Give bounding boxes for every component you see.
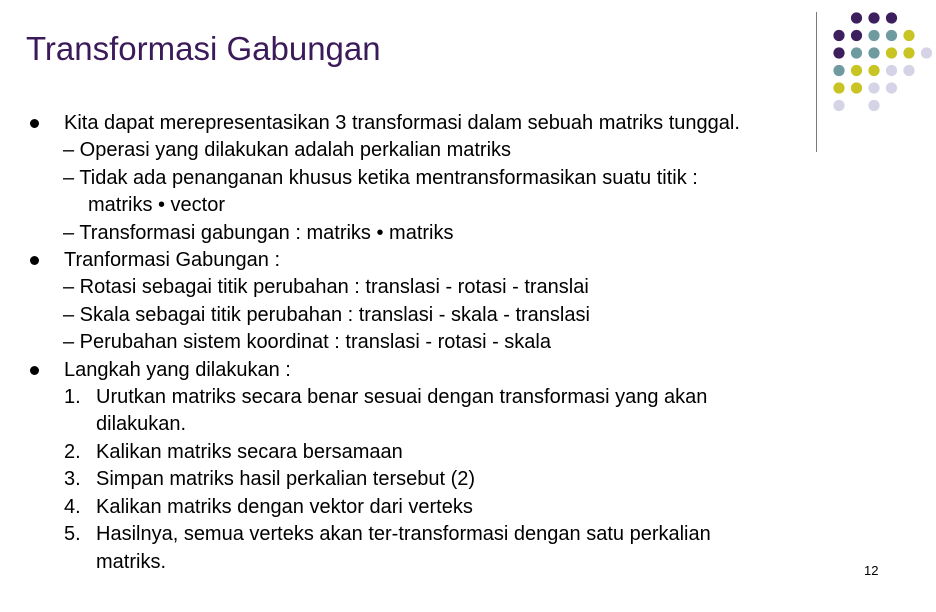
- sub-item: – Operasi yang dilakukan adalah perkalian matriks: [63, 139, 512, 162]
- decorative-dot: [851, 30, 862, 41]
- step-text: Kalikan matriks dengan vektor dari verteks: [96, 495, 473, 518]
- step-item: [30, 384, 840, 411]
- step-item: [30, 439, 840, 466]
- bullet-dot: [30, 119, 39, 128]
- decorative-dot: [903, 65, 914, 76]
- sub-item: – Tidak ada penanganan khusus ketika mentransformasikan suatu titik :: [63, 166, 698, 189]
- slide-body: [30, 110, 840, 576]
- decorative-dot: [868, 100, 879, 111]
- decorative-dot: [851, 12, 862, 23]
- bullet-text: Tranformasi Gabungan :: [64, 249, 281, 272]
- step-item: [30, 494, 840, 521]
- bullet-item: [30, 110, 840, 137]
- slide-title: Transformasi Gabungan: [26, 30, 381, 67]
- decorative-dot: [886, 47, 897, 58]
- decorative-dot: [868, 30, 879, 41]
- sub-item: – Transformasi gabungan : matriks • matriks: [63, 221, 454, 244]
- step-text: Urutkan matriks secara benar sesuai dengan transformasi yang akan: [96, 386, 708, 409]
- step-item: [30, 466, 840, 493]
- bullet-text: Kita dapat merepresentasikan 3 transformasi dalam sebuah matriks tunggal.: [64, 112, 740, 134]
- sub-item: – Perubahan sistem koordinat : translasi - rotasi - skala: [63, 331, 551, 354]
- bullet-item: [30, 247, 840, 274]
- decorative-dot: [886, 30, 897, 41]
- decorative-dot: [903, 30, 914, 41]
- decorative-dot: [833, 47, 844, 58]
- step-number: 4.: [64, 495, 81, 518]
- sub-item: – Rotasi sebagai titik perubahan : translasi - rotasi - translai: [63, 276, 589, 299]
- decorative-dot: [903, 47, 914, 58]
- step-continuation: dilakukan.: [96, 413, 187, 436]
- decorative-dot: [868, 65, 879, 76]
- step-text: Kalikan matriks secara bersamaan: [96, 440, 403, 463]
- step-number: 3.: [64, 468, 81, 491]
- step-text: Hasilnya, semua verteks akan ter-transformasi dengan satu perkalian: [96, 523, 711, 546]
- decorative-dot: [851, 82, 862, 93]
- decorative-dot: [833, 65, 844, 76]
- bullet-item: [30, 357, 840, 384]
- decorative-dot: [886, 82, 897, 93]
- sub-item-continuation: matriks • vector: [88, 194, 226, 217]
- step-number: 2.: [64, 440, 81, 463]
- decorative-dot: [886, 12, 897, 23]
- decorative-dot: [851, 65, 862, 76]
- step-number: 5.: [64, 523, 81, 546]
- decorative-dot: [921, 47, 932, 58]
- decorative-dot: [851, 47, 862, 58]
- step-number: 1.: [64, 386, 81, 409]
- decorative-dot: [868, 12, 879, 23]
- page-number: 12: [864, 563, 879, 578]
- sub-item: – Skala sebagai titik perubahan : translasi - skala - translasi: [63, 303, 590, 326]
- bullet-text: Langkah yang dilakukan :: [64, 358, 291, 381]
- decorative-dot: [868, 47, 879, 58]
- decorative-dot: [833, 30, 844, 41]
- step-text: Simpan matriks hasil perkalian tersebut (2): [96, 468, 476, 491]
- bullet-dot: [30, 366, 39, 375]
- bullet-dot: [30, 256, 39, 265]
- decorative-dot: [886, 65, 897, 76]
- decorative-dot: [868, 82, 879, 93]
- step-item: [30, 521, 840, 548]
- decorative-dot: [833, 82, 844, 93]
- step-continuation: matriks.: [96, 550, 166, 573]
